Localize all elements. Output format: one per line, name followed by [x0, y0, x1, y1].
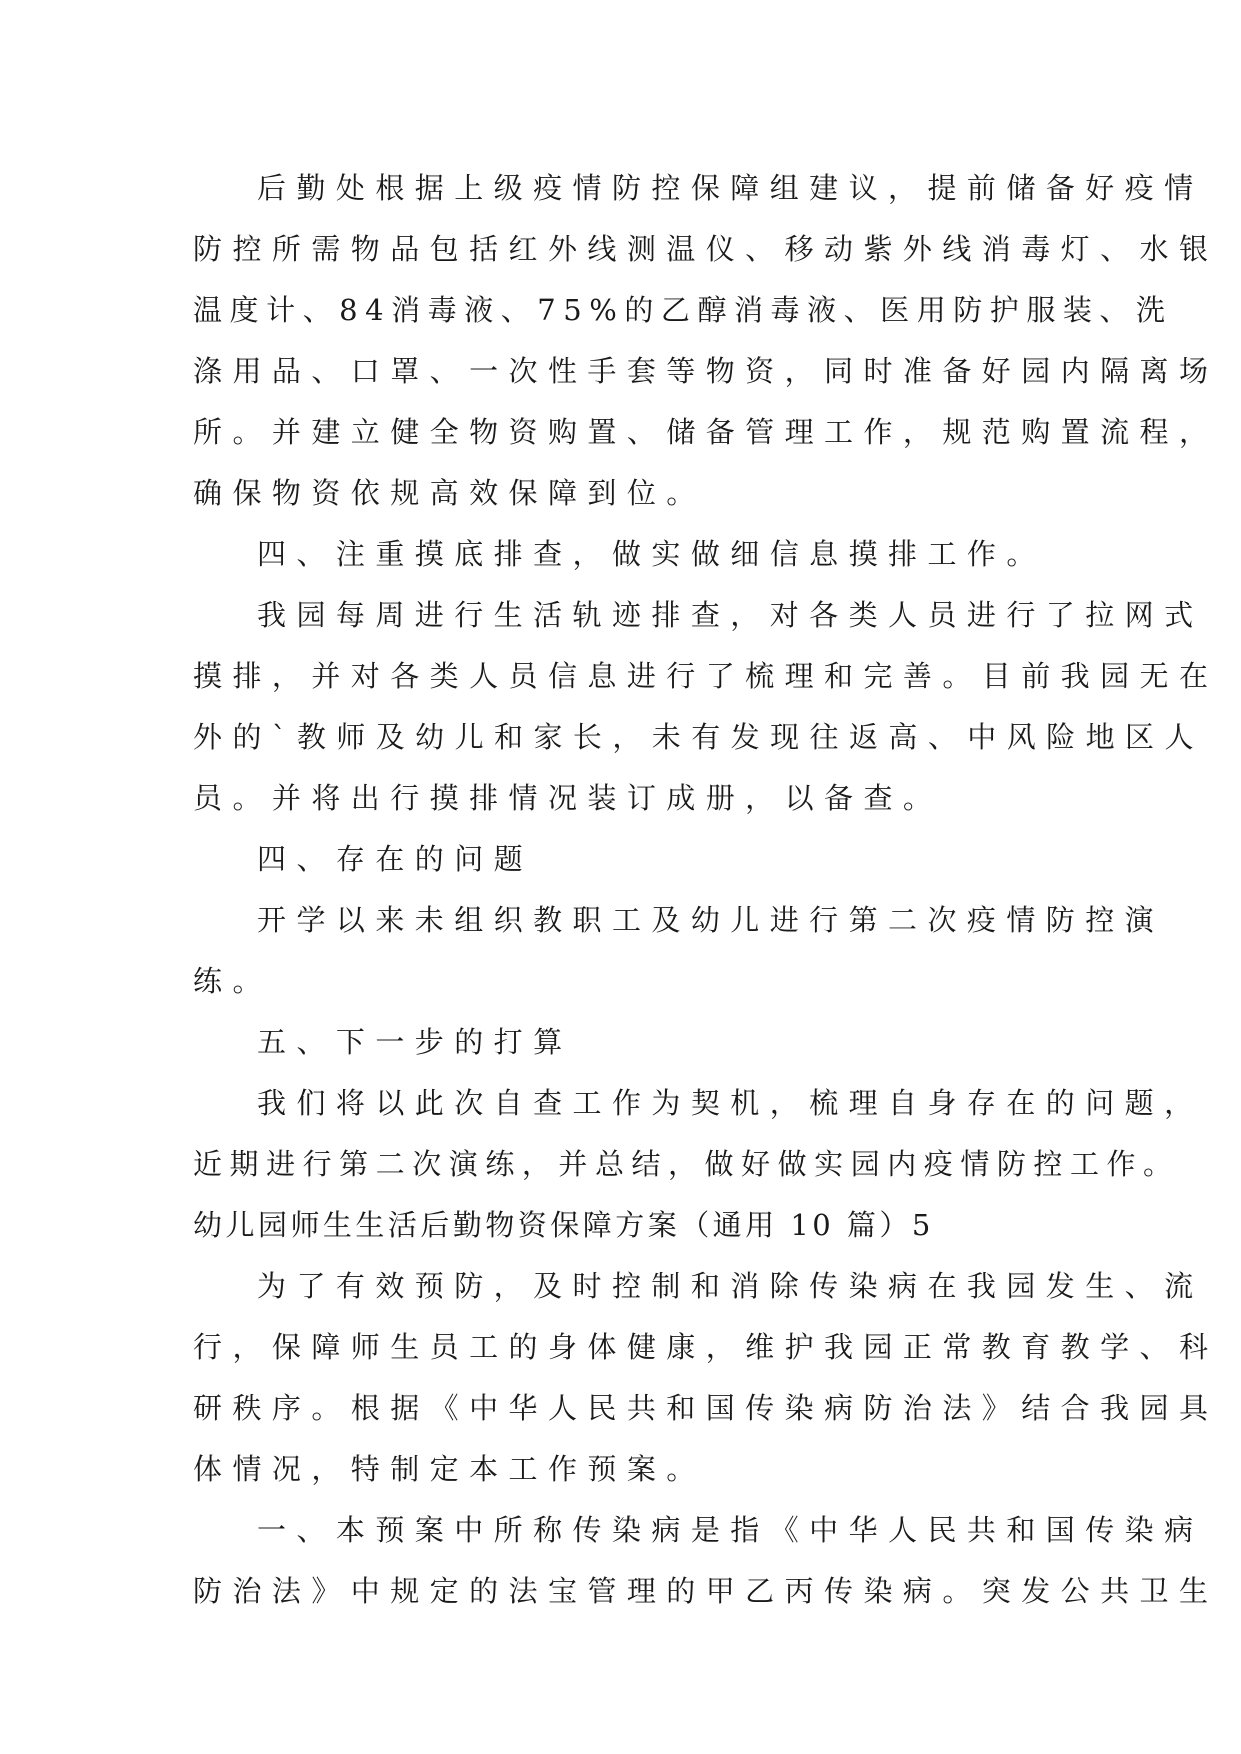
text-line: 摸排，并对各类人员信息进行了梳理和完善。目前我园无在 [193, 659, 1219, 693]
text-line: 我们将以此次自查工作为契机，梳理自身存在的问题， [257, 1086, 1204, 1120]
section-heading: 四、存在的问题 [257, 842, 534, 876]
text-line: 确保物资依规高效保障到位。 [193, 476, 706, 510]
text-line: 为了有效预防，及时控制和消除传染病在我园发生、流 [257, 1269, 1204, 1303]
section-heading: 五、下一步的打算 [257, 1025, 573, 1059]
text-line: 行，保障师生员工的身体健康，维护我园正常教育教学、科 [193, 1330, 1219, 1364]
text-line: 开学以来未组织教职工及幼儿进行第二次疫情防控演 [257, 903, 1165, 937]
text-line: 温度计、84消毒液、75%的乙醇消毒液、医用防护服装、洗 [193, 293, 1173, 327]
text-line: 外的`教师及幼儿和家长，未有发现往返高、中风险地区人 [193, 720, 1204, 754]
text-line: 研秩序。根据《中华人民共和国传染病防治法》结合我园具 [193, 1391, 1219, 1425]
text-line: 我园每周进行生活轨迹排查，对各类人员进行了拉网式 [257, 598, 1204, 632]
text-line: 近期进行第二次演练，并总结，做好做实园内疫情防控工作。 [193, 1147, 1180, 1181]
text-line: 防控所需物品包括红外线测温仪、移动紫外线消毒灯、水银 [193, 232, 1219, 266]
section-heading: 四、注重摸底排查，做实做细信息摸排工作。 [257, 537, 1046, 571]
text-line: 员。并将出行摸排情况装订成册，以备查。 [193, 781, 943, 815]
text-line: 涤用品、口罩、一次性手套等物资，同时准备好园内隔离场 [193, 354, 1219, 388]
text-line: 防治法》中规定的法宝管理的甲乙丙传染病。突发公共卫生 [193, 1574, 1219, 1608]
text-line: 所。并建立健全物资购置、储备管理工作，规范购置流程， [193, 415, 1219, 449]
text-line: 后勤处根据上级疫情防控保障组建议，提前储备好疫情 [257, 171, 1204, 205]
text-line: 体情况，特制定本工作预案。 [193, 1452, 706, 1486]
document-body [193, 158, 1219, 1622]
document-section-title: 幼儿园师生生活后勤物资保障方案（通用 10 篇）5 [193, 1208, 934, 1242]
text-line: 练。 [193, 964, 272, 998]
text-line: 一、本预案中所称传染病是指《中华人民共和国传染病 [257, 1513, 1204, 1547]
